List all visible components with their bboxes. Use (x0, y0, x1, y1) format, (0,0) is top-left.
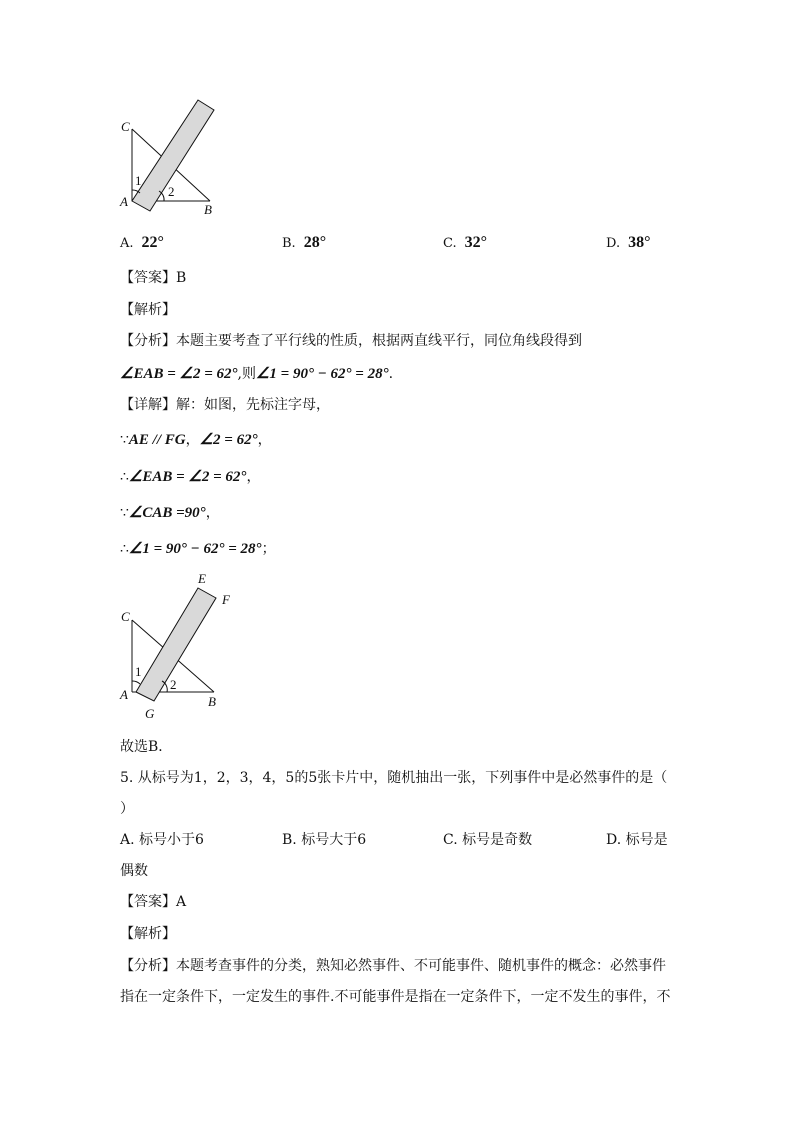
q5-choice-b (282, 830, 366, 850)
q5-question-line-1: 5. 从标号为1，2，3，4，5的5张卡片中，随机抽出一张，下列事件中是必然事件的是（ (120, 770, 668, 786)
math-expression: ∠1 = 90° − 62° = 28° (255, 366, 389, 382)
figure-1-triangle-ruler (110, 95, 230, 220)
angle-1-arc (132, 681, 140, 684)
q5-choice-c (443, 830, 532, 850)
q4-step-1 (120, 430, 272, 450)
math-expression: ∠1 = 90° − 62° = 28° (128, 541, 262, 557)
label-angle-1: 1 (135, 173, 142, 188)
math-expression: ∠CAB =90° (128, 505, 206, 521)
q5-choice-d (606, 830, 668, 850)
choice-text: 标号是奇数 (462, 832, 533, 848)
separator: ， (185, 432, 200, 448)
choice-letter: D. (606, 236, 621, 251)
q4-fenxi-text: 【分析】本题主要考查了平行线的性质，根据两直线平行，同位角线段得到 (120, 333, 582, 349)
q4-choice-c (443, 233, 487, 254)
q4-analysis-heading: 【解析】 (120, 302, 176, 318)
label-angle-1: 1 (135, 664, 142, 679)
choice-value: 28° (303, 234, 327, 251)
q4-choice-a (120, 233, 164, 254)
choice-letter: A. (120, 832, 135, 848)
because-symbol: ∵ (120, 505, 129, 521)
choice-letter: B. (282, 832, 297, 848)
period: . (388, 366, 394, 382)
choice-value: 32° (464, 234, 488, 251)
q5-question-line-2: ） (120, 801, 134, 817)
label-g: G (145, 706, 155, 721)
label-a: A (120, 194, 128, 209)
therefore-symbol: ∴ (120, 469, 129, 485)
q4-step-4 (120, 539, 276, 559)
choice-letter: C. (443, 236, 457, 251)
figure-2-labeled-triangle-ruler (110, 570, 240, 725)
label-c: C (121, 609, 130, 624)
q4-conclusion: 故选B． (120, 739, 173, 755)
q4-answer: 【答案】B (120, 270, 187, 286)
q5-answer: 【答案】A (120, 894, 187, 910)
q5-choice-a (120, 830, 204, 850)
math-expression: AE // FG (128, 432, 186, 448)
math-expression: ∠2 = 62° (199, 432, 258, 448)
choice-text: 标号是 (625, 832, 668, 848)
q4-choice-d (606, 233, 651, 254)
label-angle-2: 2 (170, 677, 177, 692)
choice-letter: A. (120, 236, 134, 251)
label-b: B (208, 694, 216, 709)
separator: ， (246, 469, 261, 485)
choice-text: 标号小于6 (139, 832, 204, 848)
label-e: E (198, 571, 206, 586)
label-b: B (204, 202, 212, 217)
q4-step-2 (120, 467, 260, 487)
q5-analysis-heading: 【解析】 (120, 926, 176, 942)
choice-letter: B. (282, 236, 296, 251)
label-a: A (120, 687, 128, 702)
separator: ， (205, 505, 220, 521)
separator: ， (257, 432, 272, 448)
separator: ； (261, 541, 276, 557)
because-symbol: ∵ (120, 432, 129, 448)
q5-fenxi-line-1: 【分析】本题考查事件的分类，熟知必然事件、不可能事件、随机事件的概念：必然事件 (120, 958, 666, 974)
label-c: C (121, 119, 130, 134)
choice-letter: C. (443, 832, 458, 848)
math-expression: ∠EAB = ∠2 = 62° (128, 469, 247, 485)
q4-choice-b (282, 233, 326, 254)
q5-choice-d-continued: 偶数 (120, 863, 148, 879)
q4-step-3 (120, 503, 220, 523)
choice-value: 38° (628, 234, 651, 251)
label-angle-2: 2 (168, 184, 175, 199)
choice-value: 22° (141, 234, 164, 251)
q4-fenxi-math (120, 364, 393, 384)
math-expression: ∠EAB = ∠2 = 62° (120, 366, 238, 382)
q4-detail-heading: 【详解】解：如图，先标注字母， (120, 397, 330, 413)
q5-fenxi-line-2: 指在一定条件下，一定发生的事件.不可能事件是指在一定条件下，一定不发生的事件，不 (120, 989, 671, 1005)
choice-letter: D. (606, 832, 622, 848)
therefore-symbol: ∴ (120, 541, 129, 557)
choice-text: 标号大于6 (301, 832, 367, 848)
label-f: F (222, 592, 230, 607)
connector-text: ,则 (237, 366, 256, 382)
